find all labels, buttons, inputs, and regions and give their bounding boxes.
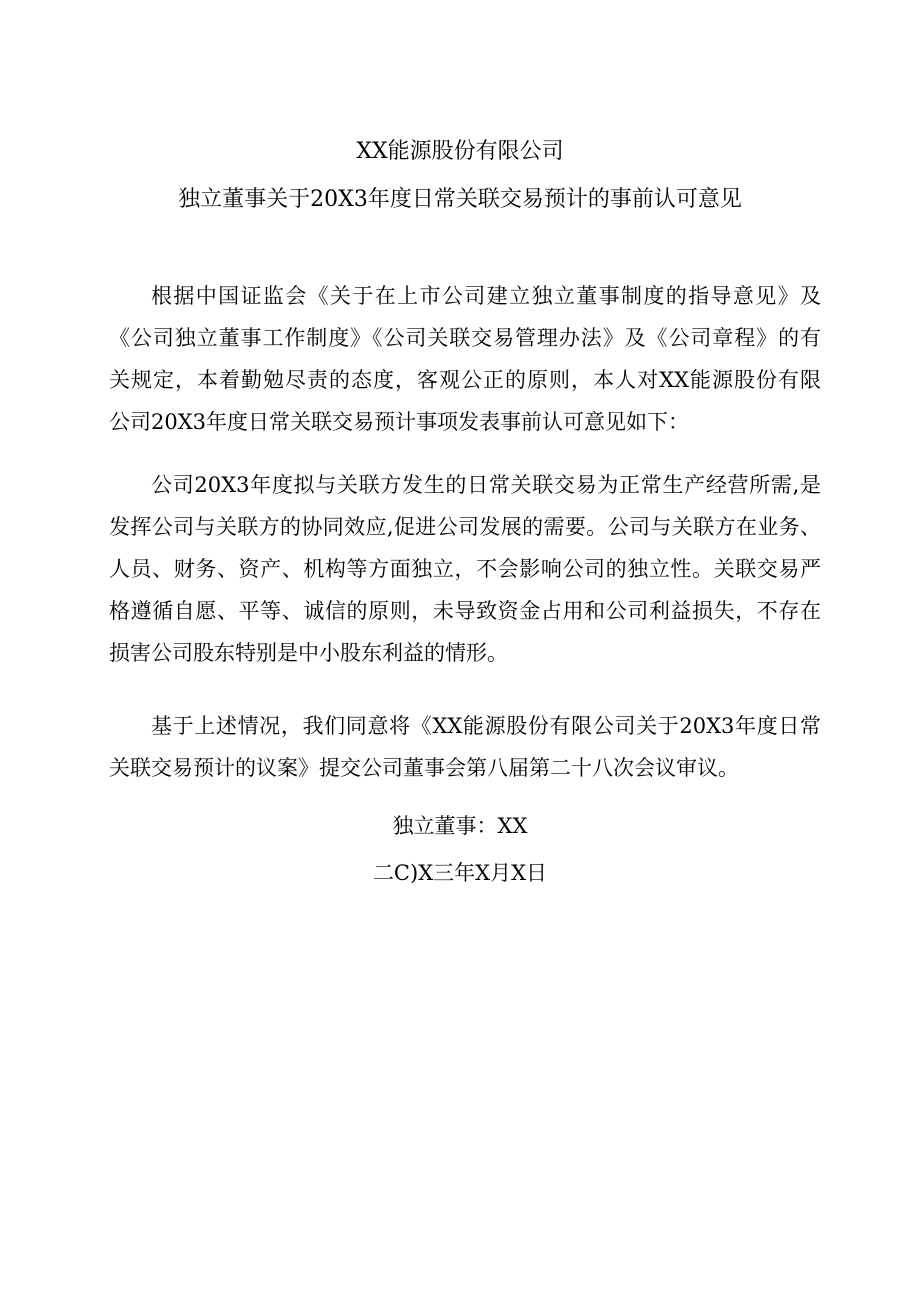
signer-line: 独立董事：XX <box>392 814 528 838</box>
document-subject: 独立董事关于20X3年度日常关联交易预计的事前认可意见 <box>178 187 742 212</box>
paragraph-line: 人员、财务、资产、机构等方面独立，不会影响公司的独立性。关联交易严 <box>109 557 821 581</box>
paragraph-line: 发挥公司与关联方的协同效应,促进公司发展的需要。公司与关联方在业务、 <box>109 515 821 539</box>
paragraph-line: 公司20X3年度日常关联交易预计事项发表事前认可意见如下： <box>109 410 690 434</box>
paragraph-line: 《公司独立董事工作制度》《公司关联交易管理办法》及《公司章程》的有 <box>109 326 821 350</box>
paragraph-basis <box>109 275 821 443</box>
paragraph-line: 损害公司股东特别是中小股东利益的情形。 <box>109 641 508 665</box>
paragraph-line: 公司20X3年度拟与关联方发生的日常关联交易为正常生产经营所需,是 <box>151 473 821 497</box>
paragraph-line: 根据中国证监会《关于在上市公司建立独立董事制度的指导意见》及 <box>151 284 821 308</box>
paragraph-line: 基于上述情况，我们同意将《XX能源股份有限公司关于20X3年度日常 <box>151 714 821 738</box>
company-title: XX能源股份有限公司 <box>356 139 564 164</box>
date-line: 二C)X三年X月X日 <box>372 861 548 885</box>
paragraph-line: 关规定，本着勤勉尽责的态度，客观公正的原则，本人对XX能源股份有限 <box>109 368 821 392</box>
paragraph-opinion <box>109 464 821 674</box>
paragraph-line: 格遵循自愿、平等、诚信的原则，未导致资金占用和公司利益损失，不存在 <box>109 599 821 623</box>
paragraph-line: 关联交易预计的议案》提交公司董事会第八届第二十八次会议审议。 <box>109 756 739 780</box>
paragraph-conclusion <box>109 705 821 789</box>
